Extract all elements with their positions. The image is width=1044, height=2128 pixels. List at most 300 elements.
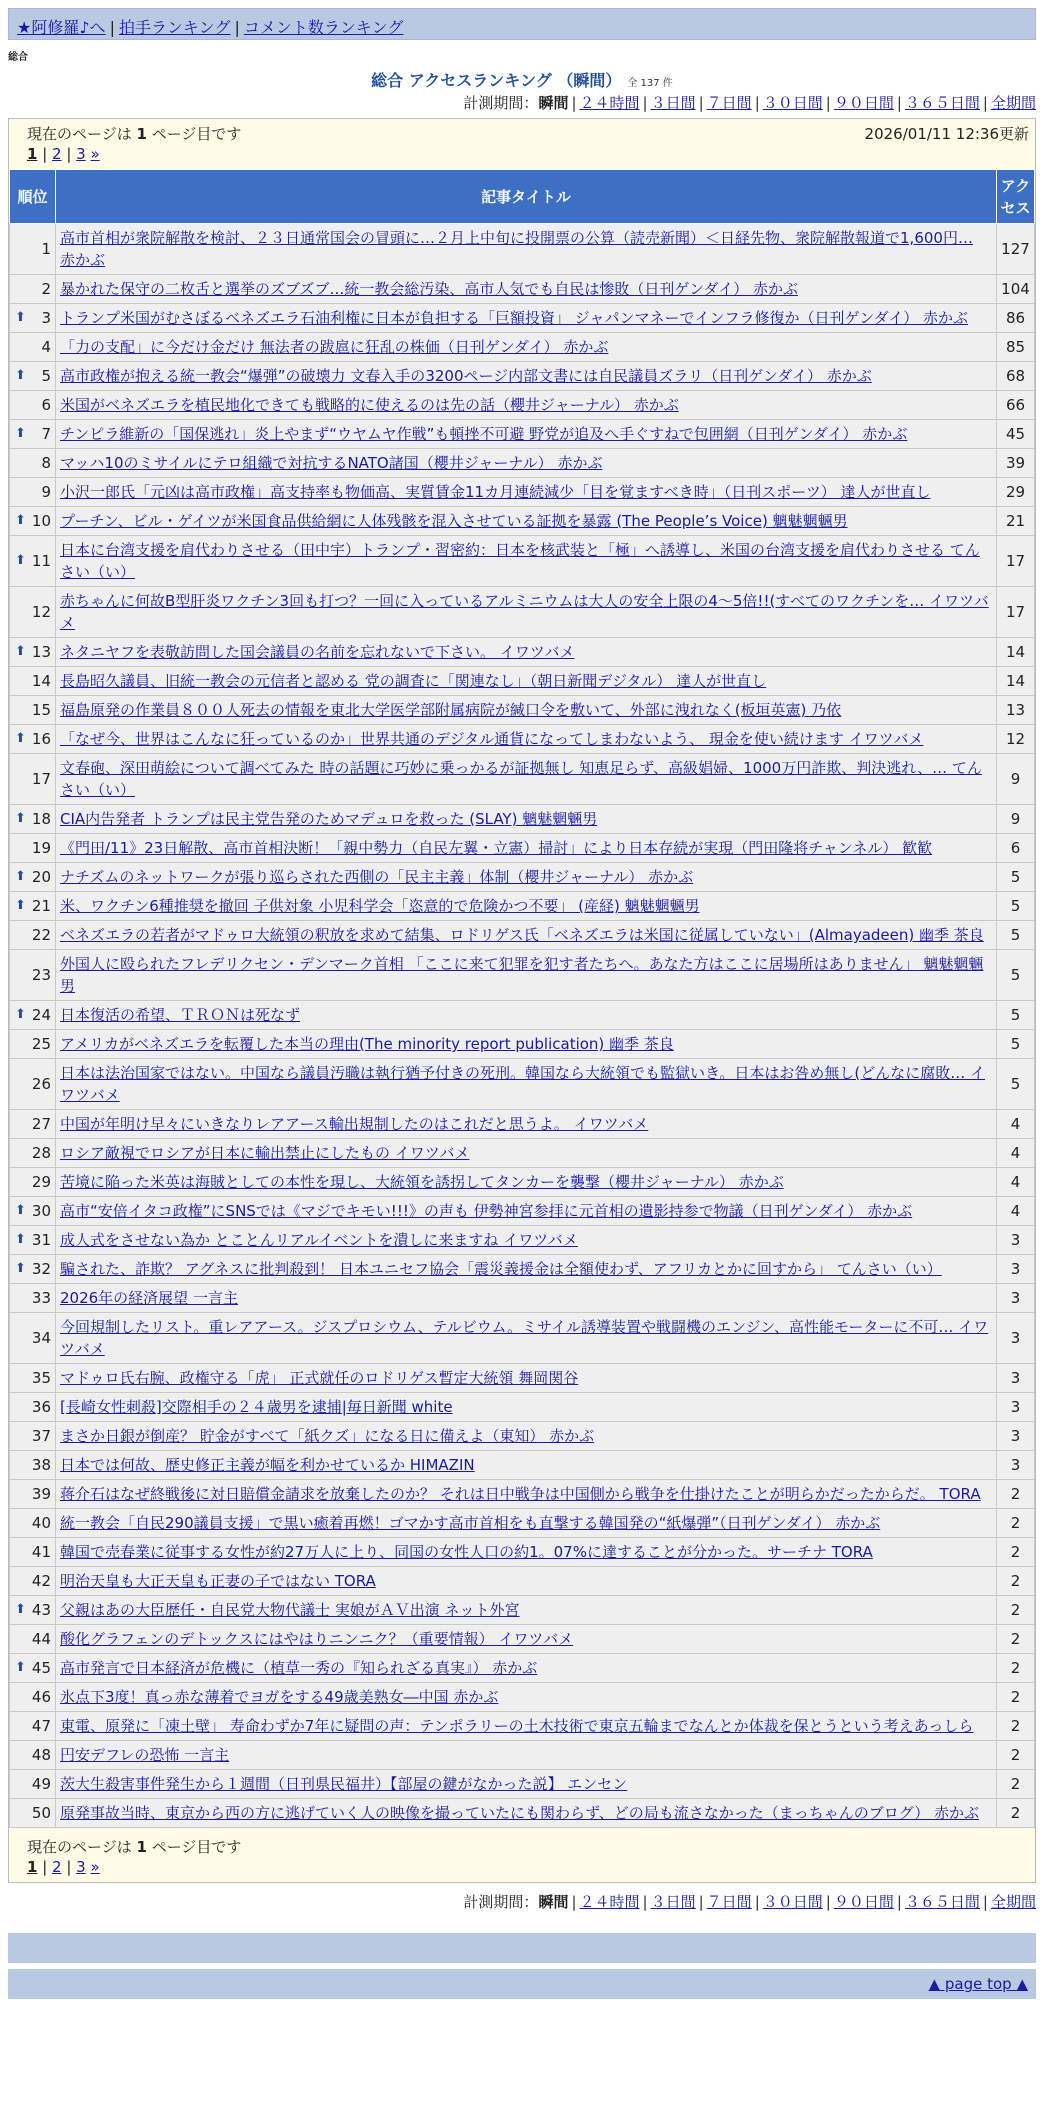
access-count: 4: [997, 1110, 1035, 1139]
rank-cell: [10, 1364, 56, 1393]
title-cell: [56, 1226, 997, 1255]
article-link[interactable]: CIA内告発者 トランプは民主党告発のためマデュロを救った (SLAY) 魑魅魍魎男: [60, 810, 598, 828]
comment-ranking-link[interactable]: コメント数ランキング: [243, 18, 404, 37]
current-page-text: 現在のページは 1 ページ目です: [27, 1838, 242, 1856]
table-row: [10, 1683, 1035, 1712]
ranking-panel: [8, 118, 1036, 1883]
rank-cell: [10, 1393, 56, 1422]
period-option[interactable]: ３日間: [650, 94, 696, 112]
rank-number: 2: [41, 280, 51, 298]
rank-number: 3: [41, 309, 51, 327]
title-cell: [56, 1168, 997, 1197]
footer-bar: [8, 1969, 1036, 1999]
rank-cell: [10, 1596, 56, 1625]
title-cell: [56, 1683, 997, 1712]
title-cell: [56, 1712, 997, 1741]
article-link[interactable]: 今回規制したリスト。重レアアース。ジスプロシウム、テルビウム。ミサイル誘導装置や戦闘機のエンジン、高性能モーターに不可… イワツバメ: [60, 1318, 989, 1358]
table-row: [10, 1255, 1035, 1284]
arrow-up-icon: ⬆: [15, 869, 26, 884]
ranking-table: [9, 169, 1035, 1828]
arrow-up-icon: ⬆: [15, 1602, 26, 1617]
table-row: [10, 1313, 1035, 1364]
rank-cell: [10, 1001, 56, 1030]
access-count: 2: [997, 1770, 1035, 1799]
access-count: 4: [997, 1168, 1035, 1197]
rank-number: 46: [31, 1688, 51, 1706]
access-count: 2: [997, 1625, 1035, 1654]
rank-cell: [10, 333, 56, 362]
access-count: 5: [997, 1001, 1035, 1030]
article-link[interactable]: 酸化グラフェンのデトックスにはやはりニンニク？（重要情報） イワツバメ: [60, 1630, 574, 1648]
rank-cell: [10, 754, 56, 805]
article-link[interactable]: 外国人に殴られたフレデリクセン・デンマーク首相 「ここに来て犯罪を犯す者たちへ。あなた方はここに居場所はありません」 魑魅魍魎男: [60, 955, 984, 995]
period-option[interactable]: ３０日間: [762, 94, 823, 112]
title-cell: [56, 805, 997, 834]
access-count: 39: [997, 449, 1035, 478]
article-link[interactable]: 日本では何故、歴史修正主義が幅を利かせているか HIMAZIN: [60, 1456, 475, 1474]
top-nav: [8, 8, 1036, 40]
rank-cell: [10, 1480, 56, 1509]
rank-number: 12: [31, 603, 51, 621]
ranking-table-body: [10, 224, 1035, 1828]
access-count: 4: [997, 1139, 1035, 1168]
period-separator: |: [642, 1893, 648, 1911]
rank-number: 47: [31, 1717, 51, 1735]
rank-cell: [10, 725, 56, 754]
article-link[interactable]: 高市発言で日本経済が危機に（植草一秀の『知られざる真実』） 赤かぶ: [60, 1659, 538, 1677]
title-cell: [56, 1538, 997, 1567]
rank-cell: [10, 1799, 56, 1828]
article-link[interactable]: 長島昭久議員、旧統一教会の元信者と認める 党の調査に「関連なし」（朝日新聞デジタル） 達人が世直し: [60, 672, 767, 690]
article-link[interactable]: 原発事故当時、東京から西の方に逃げていく人の映像を撮っていたにも関わらず、どの局も流さなかった（まっちゃんのブログ） 赤かぶ: [60, 1804, 980, 1822]
article-link[interactable]: 韓国で売春業に従事する女性が約27万人に上り、同国の女性人口の約1。07%に達することが分かった。サーチナ TORA: [60, 1543, 873, 1561]
access-count: 2: [997, 1741, 1035, 1770]
title-cell: [56, 1480, 997, 1509]
pager-page-3[interactable]: 3: [76, 145, 86, 163]
header-title: 記事タイトル: [56, 170, 997, 224]
title-cell: [56, 1741, 997, 1770]
ranking-heading: [0, 68, 1044, 90]
period-separator: |: [754, 1893, 760, 1911]
title-cell: [56, 1509, 997, 1538]
period-option[interactable]: ２４時間: [579, 1893, 640, 1911]
rank-cell: [10, 449, 56, 478]
period-option[interactable]: ９０日間: [833, 1893, 894, 1911]
article-link[interactable]: 成人式をさせない為か とことんリアルイベントを潰しに来ますね イワツバメ: [60, 1231, 578, 1249]
title-cell: [56, 921, 997, 950]
article-link[interactable]: 茨大生殺害事件発生から１週間（日刊県民福井）【部屋の鍵がなかった説】 エンセン: [60, 1775, 628, 1793]
arrow-up-icon: ⬆: [15, 368, 26, 383]
updated-timestamp: 2026/01/11 12:36更新: [864, 125, 1029, 143]
title-cell: [56, 1110, 997, 1139]
table-row: [10, 1168, 1035, 1197]
table-row: [10, 1654, 1035, 1683]
rank-number: 33: [31, 1289, 51, 1307]
title-cell: [56, 1625, 997, 1654]
rank-cell: [10, 304, 56, 333]
rank-cell: [10, 667, 56, 696]
rank-number: 35: [31, 1369, 51, 1387]
title-cell: [56, 1030, 997, 1059]
title-cell: [56, 1001, 997, 1030]
nav-separator: |: [234, 18, 240, 37]
period-option[interactable]: ３６５日間: [904, 94, 980, 112]
pager-page-3[interactable]: 3: [76, 1858, 86, 1876]
current-page-text: 現在のページは 1 ページ目です: [27, 125, 242, 143]
access-count: 4: [997, 1197, 1035, 1226]
article-link[interactable]: ロシア敵視でロシアが日本に輸出禁止にしたもの イワツバメ: [60, 1144, 470, 1162]
title-cell: [56, 1770, 997, 1799]
article-link[interactable]: 米国がベネズエラを植民地化できても戦略的に使えるのは先の話（櫻井ジャーナル） 赤かぶ: [60, 396, 679, 414]
arrow-up-icon: ⬆: [15, 811, 26, 826]
access-count: 2: [997, 1799, 1035, 1828]
rank-cell: [10, 805, 56, 834]
article-link[interactable]: 文春砲、深田萌絵について調べてみた 時の話題に巧妙に乗っかるが証拠無し 知恵足らず、高級娼婦、1000万円詐欺、判決逃れ、… てんさい（い）: [60, 759, 982, 799]
rank-cell: [10, 1683, 56, 1712]
title-cell: [56, 1799, 997, 1828]
title-cell: [56, 304, 997, 333]
table-row: [10, 1509, 1035, 1538]
rank-number: 49: [31, 1775, 51, 1793]
table-row: [10, 1001, 1035, 1030]
article-link[interactable]: 日本に台湾支援を肩代わりさせる（田中宇）トランプ・習密約：日本を核武装と「極」へ誘導し、米国の台湾支援を肩代わりさせる てんさい（い）: [60, 541, 980, 581]
rank-cell: [10, 1625, 56, 1654]
period-option[interactable]: ７日間: [706, 1893, 752, 1911]
access-count: 3: [997, 1364, 1035, 1393]
arrow-up-icon: ⬆: [15, 1660, 26, 1675]
article-link[interactable]: 暴かれた保守の二枚舌と選挙のズブズブ…統一教会総汚染、高市人気でも自民は惨敗（日刊ゲンダイ） 赤かぶ: [60, 280, 798, 298]
rank-cell: [10, 1712, 56, 1741]
period-option[interactable]: ７日間: [706, 94, 752, 112]
arrow-up-icon: ⬆: [15, 513, 26, 528]
rank-cell: [10, 638, 56, 667]
period-separator: |: [982, 1893, 988, 1911]
article-link[interactable]: まさか日銀が倒産？ 貯金がすべて「紙クズ」になる日に備えよ（東知） 赤かぶ: [60, 1427, 595, 1445]
pager-page-1: 1: [27, 1858, 38, 1876]
page-top-link[interactable]: ▲ page top ▲: [928, 1975, 1028, 1993]
arrow-up-icon: ⬆: [15, 553, 26, 568]
period-option[interactable]: 全期間: [990, 1893, 1036, 1911]
article-link[interactable]: 《門田/11》23日解散、高市首相決断！「親中勢力（自民左翼・立憲）掃討」により日本存続が実現（門田隆将チャンネル） 歓歓: [60, 839, 933, 857]
page-info-bottom-wrap: [9, 1828, 1035, 1882]
article-link[interactable]: [長崎女性刺殺]交際相手の２４歳男を逮捕|毎日新聞 white: [60, 1398, 453, 1416]
table-row: [10, 1393, 1035, 1422]
rank-number: 38: [31, 1456, 51, 1474]
article-link[interactable]: 日本は法治国家ではない。中国なら議員汚職は執行猶予付きの死刑。韓国なら大統領でも監獄いき。日本はお咎め無し(どんなに腐敗… イワツバメ: [60, 1064, 986, 1104]
header-access: アクセス: [997, 170, 1035, 224]
arrow-up-icon: ⬆: [15, 898, 26, 913]
article-link[interactable]: 2026年の経済展望 一言主: [60, 1289, 238, 1307]
access-count: 45: [997, 420, 1035, 449]
title-cell: [56, 638, 997, 667]
rank-cell: [10, 1313, 56, 1364]
table-row: [10, 391, 1035, 420]
arrow-up-icon: ⬆: [15, 310, 26, 325]
table-row: [10, 667, 1035, 696]
article-link[interactable]: 福島原発の作業員８００人死去の情報を東北大学医学部附属病院が緘口令を敷いて、外部に洩れなく(板垣英憲) 乃依: [60, 701, 842, 719]
access-count: 3: [997, 1255, 1035, 1284]
access-count: 5: [997, 1059, 1035, 1110]
rank-cell: [10, 275, 56, 304]
table-row: [10, 1139, 1035, 1168]
title-cell: [56, 1059, 997, 1110]
rank-cell: [10, 892, 56, 921]
title-cell: [56, 587, 997, 638]
access-count: 2: [997, 1509, 1035, 1538]
table-row: [10, 536, 1035, 587]
rank-number: 24: [31, 1006, 51, 1024]
rank-number: 31: [31, 1231, 51, 1249]
clap-ranking-link[interactable]: 拍手ランキング: [118, 18, 231, 37]
table-row: [10, 587, 1035, 638]
rank-cell: [10, 478, 56, 507]
rank-cell: [10, 391, 56, 420]
title-cell: [56, 863, 997, 892]
access-count: 9: [997, 754, 1035, 805]
title-cell: [56, 834, 997, 863]
pager-top: [9, 143, 1035, 169]
article-link[interactable]: 中国が年明け早々にいきなりレアアース輸出規制したのはこれだと思うよ。 イワツバメ: [60, 1115, 649, 1133]
table-row: [10, 834, 1035, 863]
article-link[interactable]: ナチズムのネットワークが張り巡らされた西側の「民主主義」体制（櫻井ジャーナル） 赤かぶ: [60, 868, 694, 886]
article-link[interactable]: 赤ちゃんに何故B型肝炎ワクチン3回も打つ？一回に入っているアルミニウムは大人の安全上限の4～5倍!!(すべてのワクチンを… イワツバメ: [60, 592, 989, 632]
access-count: 3: [997, 1284, 1035, 1313]
rank-number: 27: [31, 1115, 51, 1133]
article-link[interactable]: 父親はあの大臣歴任・自民党大物代議士 実娘がＡＶ出演 ネット外宮: [60, 1601, 520, 1619]
rank-number: 4: [41, 338, 51, 356]
pager-separator: |: [37, 1858, 53, 1876]
rank-number: 30: [31, 1202, 51, 1220]
rank-number: 29: [31, 1173, 51, 1191]
title-cell: [56, 725, 997, 754]
rank-cell: [10, 1509, 56, 1538]
table-row: [10, 1625, 1035, 1654]
arrow-up-icon: ⬆: [15, 731, 26, 746]
arrow-up-icon: ⬆: [15, 426, 26, 441]
article-link[interactable]: 円安デフレの恐怖 一言主: [60, 1746, 230, 1764]
rank-number: 8: [41, 454, 51, 472]
access-count: 14: [997, 638, 1035, 667]
period-separator: |: [754, 94, 760, 112]
rank-number: 5: [41, 367, 51, 385]
table-row: [10, 224, 1035, 275]
article-link[interactable]: アメリカがベネズエラを転覆した本当の理由(The minority report publication) 幽季 茶良: [60, 1035, 674, 1053]
article-link[interactable]: 明治天皇も大正天皇も正妻の子ではない TORA: [60, 1572, 376, 1590]
article-link[interactable]: プーチン、ビル・ゲイツが米国食品供給網に人体残骸を混入させている証拠を暴露 (The People’s Voice) 魑魅魍魎男: [60, 512, 848, 530]
table-row: [10, 362, 1035, 391]
title-cell: [56, 224, 997, 275]
article-link[interactable]: 高市“安倍イタコ政権”にSNSでは《マジでキモい!!!》の声も 伊勢神宮参拝に元首相の遺影持参で物議（日刊ゲンダイ） 赤かぶ: [60, 1202, 913, 1220]
pager-next[interactable]: »: [90, 145, 100, 163]
title-cell: [56, 1654, 997, 1683]
article-link[interactable]: トランプ米国がむさぼるベネズエラ石油利権に日本が負担する「巨額投資」 ジャパンマネーでインフラ修復か（日刊ゲンダイ） 赤かぶ: [60, 309, 969, 327]
access-count: 13: [997, 696, 1035, 725]
rank-number: 50: [31, 1804, 51, 1822]
arrow-up-icon: ⬆: [15, 1007, 26, 1022]
article-link[interactable]: 騙された、詐欺？ アグネスに批判殺到！ 日本ユニセフ協会「震災義援金は全額使わず、アフリカとかに回すから」 てんさい（い）: [60, 1260, 942, 1278]
pager-next[interactable]: »: [90, 1858, 100, 1876]
access-count: 3: [997, 1226, 1035, 1255]
article-link[interactable]: 苦境に陥った米英は海賊としての本性を現し、大統領を誘拐してタンカーを襲撃（櫻井ジャーナル） 赤かぶ: [60, 1173, 784, 1191]
pager-page-2[interactable]: 2: [52, 1858, 62, 1876]
rank-number: 13: [31, 643, 51, 661]
access-count: 5: [997, 1030, 1035, 1059]
rank-number: 20: [31, 868, 51, 886]
access-count: 66: [997, 391, 1035, 420]
table-row: [10, 1451, 1035, 1480]
rank-number: 16: [31, 730, 51, 748]
table-row: [10, 1364, 1035, 1393]
rank-cell: [10, 1538, 56, 1567]
title-cell: [56, 536, 997, 587]
rank-cell: [10, 536, 56, 587]
article-link[interactable]: 日本復活の希望、ＴＲＯＮは死なず: [60, 1006, 301, 1024]
period-label: 計測期間：: [463, 94, 539, 112]
rank-cell: [10, 921, 56, 950]
home-link[interactable]: ★阿修羅♪へ: [17, 18, 106, 37]
rank-number: 40: [31, 1514, 51, 1532]
table-row: [10, 1226, 1035, 1255]
rank-number: 39: [31, 1485, 51, 1503]
period-separator: |: [825, 1893, 831, 1911]
rank-number: 32: [31, 1260, 51, 1278]
bottom-bar: [8, 1933, 1036, 1963]
pager-page-2[interactable]: 2: [52, 145, 62, 163]
title-cell: [56, 478, 997, 507]
access-count: 68: [997, 362, 1035, 391]
access-count: 104: [997, 275, 1035, 304]
table-row: [10, 1422, 1035, 1451]
period-option[interactable]: ３６５日間: [904, 1893, 980, 1911]
rank-cell: [10, 834, 56, 863]
rank-cell: [10, 587, 56, 638]
title-cell: [56, 667, 997, 696]
article-link[interactable]: 蒋介石はなぜ終戦後に対日賠償金請求を放棄したのか？ それは日中戦争は中国側から戦争を仕掛けたことが明らかだったからだ。 TORA: [60, 1485, 981, 1503]
article-link[interactable]: 高市首相が衆院解散を検討、２３日通常国会の冒頭に…２月上中旬に投開票の公算（読売新聞）＜日経先物、衆院解散報道で1,600円… 赤かぶ: [60, 229, 973, 269]
period-separator: |: [698, 1893, 704, 1911]
article-link[interactable]: 「なぜ今、世界はこんなに狂っているのか」世界共通のデジタル通貨になってしまわないよう、 現金を使い続けます イワツバメ: [60, 730, 924, 748]
period-separator: |: [698, 94, 704, 112]
table-row: [10, 478, 1035, 507]
rank-number: 6: [41, 396, 51, 414]
table-row: [10, 863, 1035, 892]
article-link[interactable]: 「力の支配」に今だけ金だけ 無法者の跋扈に狂乱の株価（日刊ゲンダイ） 赤かぶ: [60, 338, 609, 356]
article-link[interactable]: マッハ10のミサイルにテロ組織で対抗するNATO諸国（櫻井ジャーナル） 赤かぶ: [60, 454, 603, 472]
access-count: 2: [997, 1683, 1035, 1712]
table-row: [10, 420, 1035, 449]
table-row: [10, 1567, 1035, 1596]
rank-cell: [10, 1770, 56, 1799]
title-cell: [56, 275, 997, 304]
title-cell: [56, 1393, 997, 1422]
pager-separator: |: [37, 145, 53, 163]
rank-cell: [10, 1059, 56, 1110]
article-link[interactable]: マドゥロ氏右腕、政権守る「虎」 正式就任のロドリゲス暫定大統領 舞岡関谷: [60, 1369, 579, 1387]
title-cell: [56, 362, 997, 391]
article-link[interactable]: ベネズエラの若者がマドゥロ大統領の釈放を求めて結集、ロドリゲス氏「ベネズエラは米国に従属していない」(Almayadeen) 幽季 茶良: [60, 926, 984, 944]
table-row: [10, 950, 1035, 1001]
article-link[interactable]: 米、ワクチン6種推奨を撤回 子供対象 小児科学会「恣意的で危険かつ不要」 (産経) 魑魅魍魎男: [60, 897, 700, 915]
title-cell: [56, 754, 997, 805]
access-count: 86: [997, 304, 1035, 333]
title-cell: [56, 1197, 997, 1226]
table-row: [10, 805, 1035, 834]
rank-number: 11: [31, 552, 51, 570]
period-separator: |: [642, 94, 648, 112]
rank-number: 18: [31, 810, 51, 828]
rank-number: 17: [31, 770, 51, 788]
period-option[interactable]: ３日間: [650, 1893, 696, 1911]
title-cell: [56, 391, 997, 420]
period-separator: |: [896, 94, 902, 112]
title-cell: [56, 696, 997, 725]
article-link[interactable]: ネタニヤフを表敬訪問した国会議員の名前を忘れないで下さい。 イワツバメ: [60, 643, 575, 661]
access-count: 5: [997, 950, 1035, 1001]
pager-bottom: [9, 1856, 1035, 1882]
table-row: [10, 1741, 1035, 1770]
table-row: [10, 1799, 1035, 1828]
rank-number: 34: [31, 1329, 51, 1347]
rank-number: 15: [31, 701, 51, 719]
access-count: 17: [997, 587, 1035, 638]
title-cell: [56, 1364, 997, 1393]
period-separator: |: [896, 1893, 902, 1911]
title-cell: [56, 1596, 997, 1625]
access-count: 3: [997, 1451, 1035, 1480]
rank-number: 42: [31, 1572, 51, 1590]
table-row: [10, 1059, 1035, 1110]
rank-cell: [10, 1255, 56, 1284]
rank-number: 7: [41, 425, 51, 443]
access-count: 3: [997, 1313, 1035, 1364]
article-link[interactable]: チンピラ維新の「国保逃れ」炎上やまず“ウヤムヤ作戦”も頓挫不可避 野党が追及へ手ぐすねで包囲網（日刊ゲンダイ） 赤かぶ: [60, 425, 908, 443]
title-cell: [56, 892, 997, 921]
period-option[interactable]: ２４時間: [579, 94, 640, 112]
table-row: [10, 1596, 1035, 1625]
rank-cell: [10, 420, 56, 449]
rank-cell: [10, 1654, 56, 1683]
article-link[interactable]: 小沢一郎氏「元凶は高市政権」高支持率も物価高、実質賃金11カ月連続減少「目を覚ますべき時」（日刊スポーツ） 達人が世直し: [60, 483, 931, 501]
rank-number: 25: [31, 1035, 51, 1053]
title-cell: [56, 1422, 997, 1451]
rank-number: 48: [31, 1746, 51, 1764]
pager-separator: |: [61, 145, 77, 163]
access-count: 2: [997, 1538, 1035, 1567]
access-count: 127: [997, 224, 1035, 275]
arrow-up-icon: ⬆: [15, 1203, 26, 1218]
access-count: 2: [997, 1712, 1035, 1741]
period-option[interactable]: ９０日間: [833, 94, 894, 112]
title-cell: [56, 1284, 997, 1313]
access-count: 2: [997, 1567, 1035, 1596]
article-link[interactable]: 東電、原発に「凍土壁」 寿命わずか7年に疑問の声：テンポラリーの土木技術で東京五輪までなんとか体裁を保とうという考えあっしら: [60, 1717, 974, 1735]
article-link[interactable]: 高市政権が抱える統一教会“爆弾”の破壊力 文春入手の3200ページ内部文書には自民議員ズラリ（日刊ゲンダイ） 赤かぶ: [60, 367, 872, 385]
rank-number: 36: [31, 1398, 51, 1416]
period-separator: |: [571, 94, 577, 112]
article-link[interactable]: 氷点下3度！真っ赤な薄着でヨガをする49歳美熟女―中国 赤かぶ: [60, 1688, 499, 1706]
table-row: [10, 1770, 1035, 1799]
period-option[interactable]: 全期間: [990, 94, 1036, 112]
table-row: [10, 1197, 1035, 1226]
period-option[interactable]: ３０日間: [762, 1893, 823, 1911]
access-count: 2: [997, 1654, 1035, 1683]
category-label: 総合: [8, 52, 28, 63]
title-cell: [56, 1451, 997, 1480]
rank-cell: [10, 863, 56, 892]
table-row: [10, 1712, 1035, 1741]
rank-cell: [10, 1451, 56, 1480]
article-link[interactable]: 統一教会「自民290議員支援」で黒い癒着再燃！ゴマかす高市首相をも直撃する韓国発の“紙爆弾”（日刊ゲンダイ） 赤かぶ: [60, 1514, 881, 1532]
